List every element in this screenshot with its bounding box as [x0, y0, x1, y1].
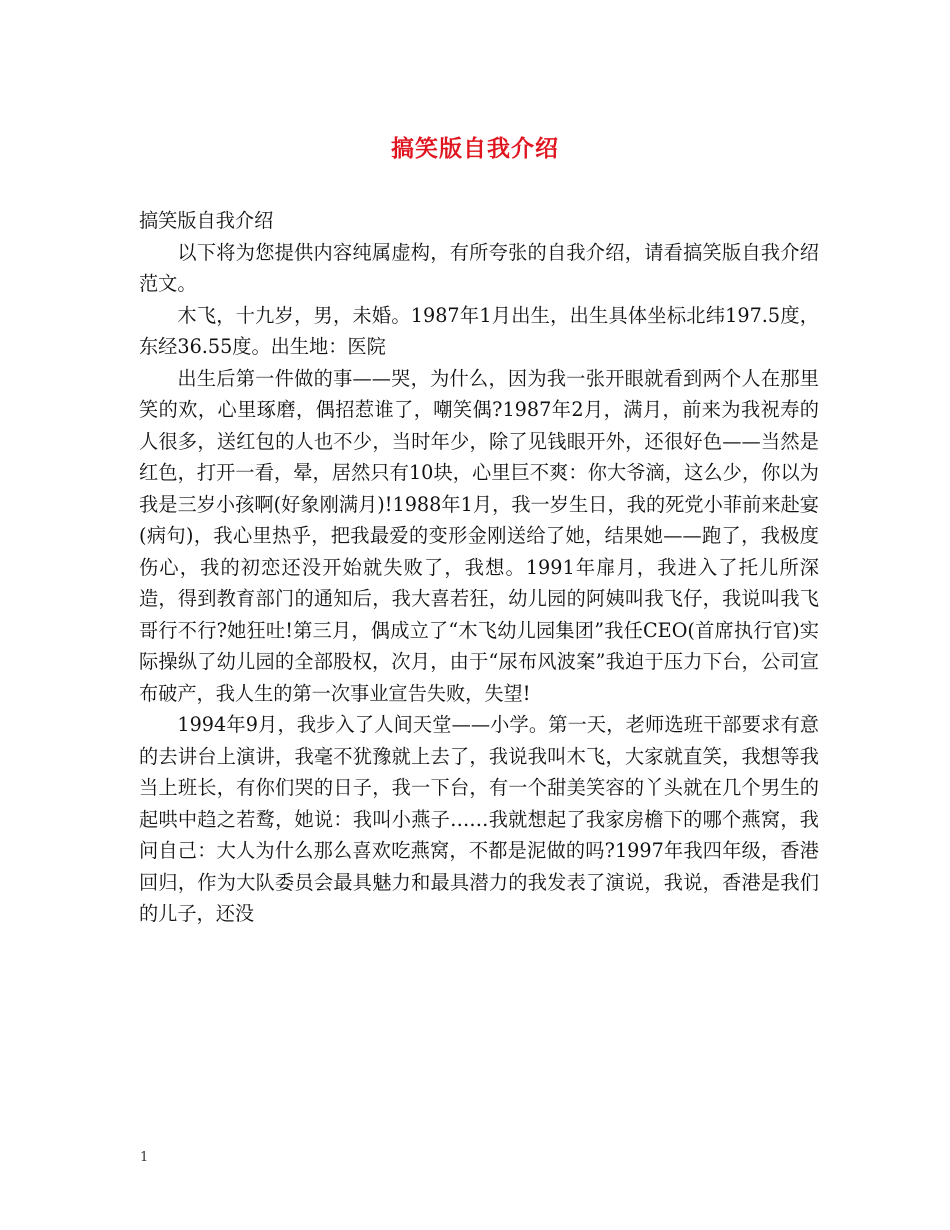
paragraph-basic-info: 木飞，十九岁，男，未婚。1987年1月出生，出生具体坐标北纬197.5度，东经36.55度。出生地：医院: [139, 303, 819, 358]
page-number: 1: [140, 1150, 149, 1165]
paragraph-early-life: 出生后第一件做的事——哭，为什么，因为我一张开眼就看到两个人在那里笑的欢，心里琢磨，偶招惹谁了，嘲笑偶?1987年2月，满月，前来为我祝寿的人很多，送红包的人也不少，当时年少，除了见钱眼开外，还很好色——当然是红色，打开一看，晕，居然只有10块，心里巨不爽：你大爷滴，这么少，你以为我是三岁小孩啊(好象刚满月)!1988年1月，我一岁生日，我的死党小菲前来赴宴(病句)，我心里热乎，把我最爱的变形金刚送给了她，结果她——跑了，我极度伤心，我的初恋还没开始就失败了，我想。1991年扉月，我进入了托儿所深造，得到教育部门的通知后，我大喜若狂，幼儿园的阿姨叫我飞仔，我说叫我飞哥行不行?她狂吐!第三月，偶成立了“木飞幼儿园集团”我任CEO(首席执行官)实际操纵了幼儿园的全部股权，次月，由于“尿布风波案”我迫于压力下台，公司宣布破产，我人生的第一次事业宣告失败，失望!: [139, 366, 819, 705]
document-body: [139, 205, 819, 930]
paragraph-primary-school: 1994年9月，我步入了人间天堂——小学。第一天，老师选班干部要求有意的去讲台上演讲，我毫不犹豫就上去了，我说我叫木飞，大家就直笑，我想等我当上班长，有你们哭的日子，我一下台，有一个甜美笑容的丫头就在几个男生的起哄中趋之若鹜，她说：我叫小燕子……我就想起了我家房檐下的哪个燕窝，我问自己：大人为什么那么喜欢吃燕窝，不都是泥做的吗?1997年我四年级，香港回归，作为大队委员会最具魅力和最具潜力的我发表了演说，我说，香港是我们的儿子，还没: [139, 713, 819, 925]
body-heading: 搞笑版自我介绍: [139, 209, 274, 232]
document-title: 搞笑版自我介绍: [391, 135, 559, 162]
paragraph-intro: 以下将为您提供内容纯属虚构，有所夸张的自我介绍，请看搞笑版自我介绍范文。: [139, 240, 819, 295]
